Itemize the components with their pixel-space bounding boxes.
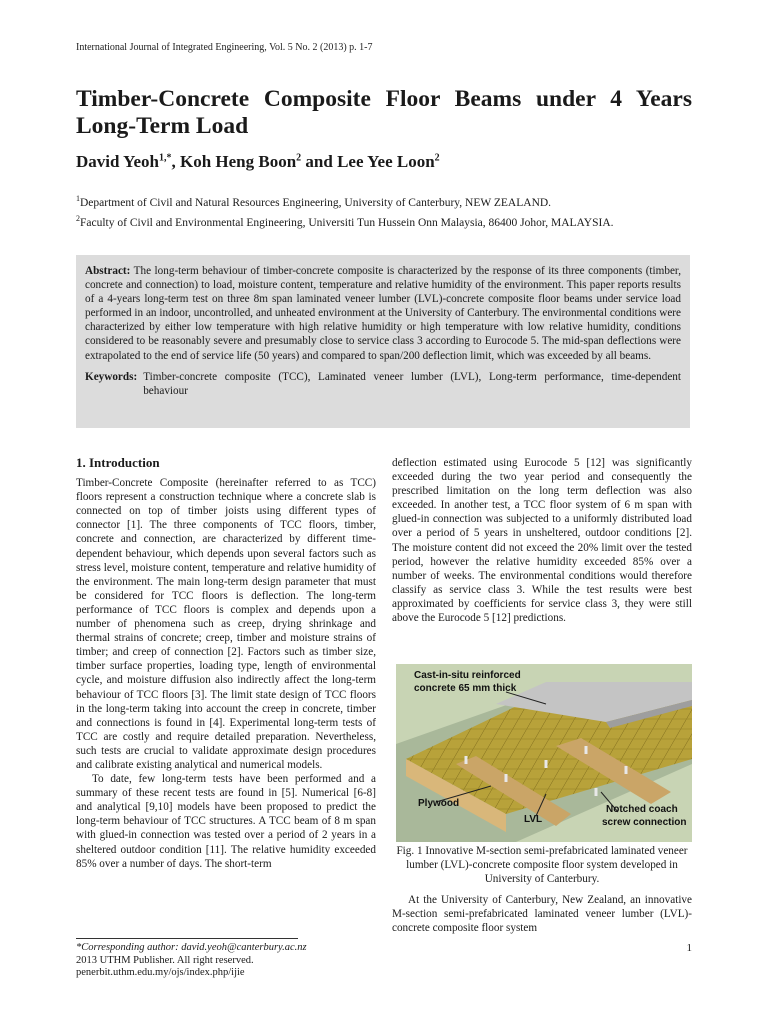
abstract bbox=[85, 264, 681, 363]
page-number: 1 bbox=[686, 942, 692, 954]
floor-system-illustration bbox=[396, 664, 692, 842]
author-3-affil: 2 bbox=[434, 152, 440, 164]
abstract-box bbox=[76, 255, 690, 428]
label-plywood: Plywood bbox=[418, 798, 460, 809]
author-list bbox=[76, 152, 440, 172]
affiliation-1-text: Department of Civil and Natural Resources Engineering, University of Canterbury, NEW ZEALAND. bbox=[80, 196, 552, 209]
affiliation-1-sup: 1 bbox=[76, 194, 80, 203]
label-notched-1: Notched coach bbox=[606, 804, 678, 815]
corresponding-author: *Corresponding author: david.yeoh@canterbury.ac.nz bbox=[76, 942, 307, 953]
affiliations bbox=[76, 191, 706, 231]
section-heading: 1. Introduction bbox=[76, 455, 160, 470]
label-lvl: LVL bbox=[524, 814, 543, 825]
author-1: David Yeoh bbox=[76, 152, 159, 171]
author-3: and Lee Yee Loon bbox=[301, 152, 435, 171]
author-2: , Koh Heng Boon bbox=[171, 152, 297, 171]
label-concrete-2: concrete 65 mm thick bbox=[414, 683, 517, 694]
keywords bbox=[85, 370, 681, 398]
affiliation-2-sup: 2 bbox=[76, 213, 80, 223]
footnote-rule bbox=[76, 938, 298, 939]
title-line-1: Timber-Concrete Composite Floor Beams under 4 Years bbox=[76, 86, 692, 112]
title-line-2: Long-Term Load bbox=[76, 113, 249, 139]
keywords-text: Timber-concrete composite (TCC), Laminated veneer lumber (LVL), Long-term performance, time-dependent behaviour bbox=[143, 370, 681, 397]
figure-1 bbox=[396, 664, 692, 842]
publisher-line: 2013 UTHM Publisher. All right reserved. bbox=[76, 954, 254, 966]
author-1-affil: 1,* bbox=[158, 152, 172, 164]
abstract-text: The long-term behaviour of timber-concrete composite is characterized by the response of its three components (timber, concrete and connection) to load, moisture content, temperature and relative humidity of the environment. This paper reports results of a 4-years long-term test on three 8m span laminated veneer lumber (LVL)-concrete composite floor beams under service load performed in an indoor, uncontrolled, and unheated environment at the University of Canterbury. The environmental conditions were characterized by either low temperature with high relative humidity or high temperature with low relative humidity, conditions considered to be reasonably severe and presumably close to service class 3 according to Eurocode 5. The mid-span deflections were extrapolated to the end of service life (50 years) and compared to span/200 deflection limit, which was exceeded by all beams. bbox=[85, 265, 681, 362]
journal-header: International Journal of Integrated Engineering, Vol. 5 No. 2 (2013) p. 1-7 bbox=[76, 42, 373, 53]
journal-url: penerbit.uthm.edu.my/ojs/index.php/ijie bbox=[76, 967, 245, 978]
footnote bbox=[76, 942, 692, 980]
keywords-label: Keywords: bbox=[85, 370, 138, 383]
paragraph-2: To date, few long-term tests have been performed and a summary of these recent tests are found in [5]. Numerical [6-8] and analytical [9,10] models have been proposed to predict the long-term behaviour of TCC structures. A TCC beam of 8 m span with glued-in connection was tested over a period of 2 years in a sheltered outdoor condition [11]. The relative humidity exceeded 85% over a number of days. The short-term bbox=[76, 773, 376, 870]
left-column bbox=[76, 456, 376, 871]
paper-title bbox=[76, 86, 692, 140]
affiliation-2-text: Faculty of Civil and Environmental Engineering, Universiti Tun Hussein Onn Malaysia, 86400 Johor, MALAYSIA. bbox=[80, 216, 614, 229]
affiliation-2 bbox=[76, 211, 706, 231]
paragraph-3: deflection estimated using Eurocode 5 [12] was significantly exceeded during the two year period and consequently the prescribed limitation on the long term deflection was also exceeded. In another test, a TCC floor system of 6 m span with glued-in connection was subjected to a uniformly distributed load over a period of 5 years in unsheltered, outdoor conditions [2]. The moisture content did not exceed the 20% limit over the tested period, however the relative humidity exceeded 85% over a number of weeks. The environmental conditions would therefore classify as service class 3. While the test results were best approximated by coefficients for service class 3, they were still above the Eurocode 5 [12] predictions. bbox=[392, 457, 692, 625]
paragraph-1: Timber-Concrete Composite (hereinafter referred to as TCC) floors represent a construction technique where a concrete slab is connected on top of timber joists using different types of connector [1]. The three components of TCC floors, timber, concrete and connection, are characterized by different time-dependent behaviour, which depends upon several factors such as stress level, moisture content, temperature and relative humidity of the environment. The main long-term design parameter that must be considered for TCC floors is deflection. The long-term performance of TCC floors is complex and depends upon a number of phenomena such as creep, drying shrinkage and thermal strains of concrete; creep, timber and moisture strains of timber; and creep of connection [2]. Factors such as timber size, timber surface properties, loading type, length of environmental cycle, and moisture diffusion also indirectly affect the long-term behaviour of TCC floors [3]. The limit state design of TCC floors in the long-term taking into account the creep in concrete, timber and connections is found in [4]. Experimental long-term tests of TCC are costly and require detailed preparation. Nevertheless, such tests are crucial to validate approximate design procedures and calibrate existing analytical and numerical models. bbox=[76, 477, 376, 771]
figure-caption: Fig. 1 Innovative M-section semi-prefabricated laminated veneer lumber (LVL)-concrete composite floor system developed in University of Canterbury. bbox=[396, 845, 688, 885]
label-notched-2: screw connection bbox=[602, 817, 687, 828]
abstract-label: Abstract: bbox=[85, 265, 131, 277]
affiliation-1 bbox=[76, 191, 706, 211]
paragraph-4: At the University of Canterbury, New Zealand, an innovative M-section semi-prefabricated laminated veneer lumber (LVL)-concrete composite floor system bbox=[392, 894, 692, 935]
author-2-affil: 2 bbox=[296, 152, 302, 164]
label-concrete-1: Cast-in-situ reinforced bbox=[414, 670, 521, 681]
right-column-continued bbox=[392, 893, 692, 935]
right-column bbox=[392, 456, 692, 625]
